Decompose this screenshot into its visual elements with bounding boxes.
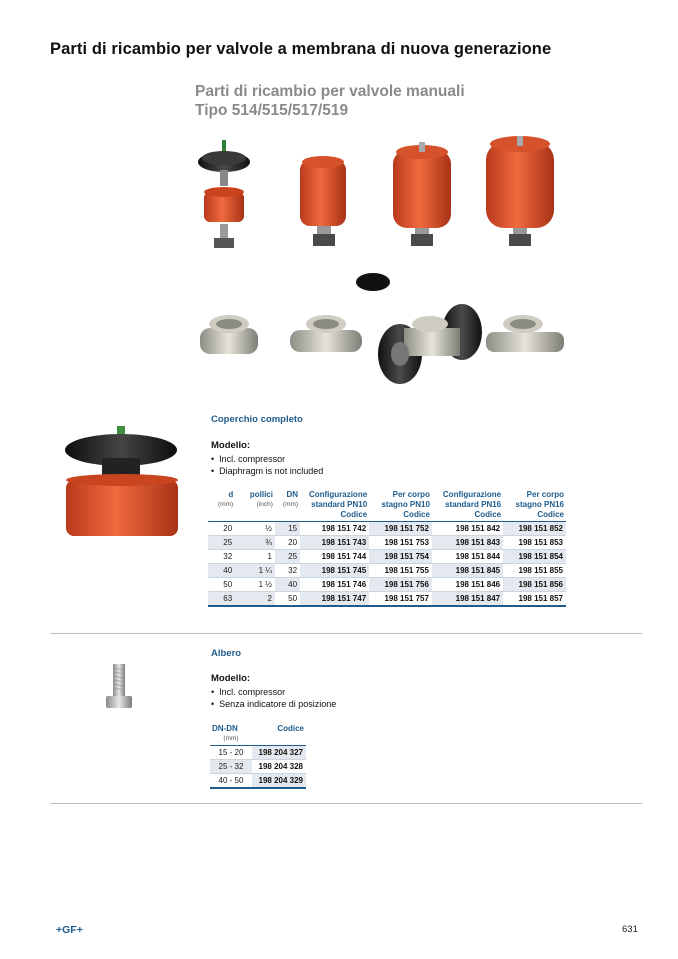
table-row: 15 - 20 198 204 327 [210,746,306,760]
section-divider [50,803,642,804]
feature-item: • Diaphragm is not included [211,465,323,477]
model-features-list [211,686,336,710]
table-row: 50 1 ½ 40 198 151 746 198 151 756 198 151 846 198 151 856 [208,578,566,592]
gf-logo: +GF+ [56,924,83,936]
bonnet-large-image [486,136,554,246]
complete-bonnet-image [62,422,186,536]
subtitle-line-2: Tipo 514/515/517/519 [195,102,349,119]
table-row: 40 1 ¼ 32 198 151 745 198 151 755 198 151 845 198 151 855 [208,564,566,578]
shaft-image [104,662,134,710]
table-row: 32 1 25 198 151 744 198 151 754 198 151 844 198 151 854 [208,550,566,564]
diaphragm-image [356,273,390,291]
model-features-list [211,453,323,477]
col-pollici: pollici (inch) [235,490,275,522]
col-codice: Codice [252,724,306,746]
col-stagno-pn10: Per corpo stagno PN10 Codice [369,490,432,522]
bonnet-medium-image [393,142,451,246]
valve-body-spigot-image [290,315,362,352]
bonnet-small-image [300,156,346,246]
section-title-coperchio: Coperchio completo [211,414,303,425]
section-divider [50,633,642,634]
table-row: 25 ¾ 20 198 151 743 198 151 753 198 151 843 198 151 853 [208,536,566,550]
col-dn-dn: DN-DN (mm) [210,724,252,746]
valve-body-socket-image [200,315,258,354]
subtitle-line-1: Parti di ricambio per valvole manuali [195,83,465,100]
product-illustration [190,132,580,402]
coperchio-table [208,490,566,607]
model-heading: Modello: [211,673,251,684]
table-row: 63 2 50 198 151 747 198 151 757 198 151 847 198 151 857 [208,592,566,607]
table-row: 20 ½ 15 198 151 742 198 151 752 198 151 842 198 151 852 [208,522,566,536]
model-heading: Modello: [211,440,251,451]
valve-body-flanged-image [378,304,482,384]
page-number: 631 [622,924,638,935]
page-title: Parti di ricambio per valvole a membrana di nuova generazione [50,40,552,58]
albero-table [210,724,306,789]
feature-item: • Incl. compressor [211,686,336,698]
table-row: 25 - 32 198 204 328 [210,760,306,774]
feature-item: • Incl. compressor [211,453,323,465]
col-standard-pn10: Configurazione standard PN10 Codice [300,490,369,522]
table-row: 40 - 50 198 204 329 [210,774,306,789]
col-standard-pn16: Configurazione standard PN16 Codice [432,490,503,522]
feature-item: • Senza indicatore di posizione [211,698,336,710]
col-d: d (mm) [208,490,235,522]
col-stagno-pn16: Per corpo stagno PN16 Codice [503,490,566,522]
valve-body-union-image [486,315,564,352]
section-title-albero: Albero [211,648,242,659]
col-dn: DN (mm) [275,490,300,522]
exploded-bonnet-image [198,140,250,248]
